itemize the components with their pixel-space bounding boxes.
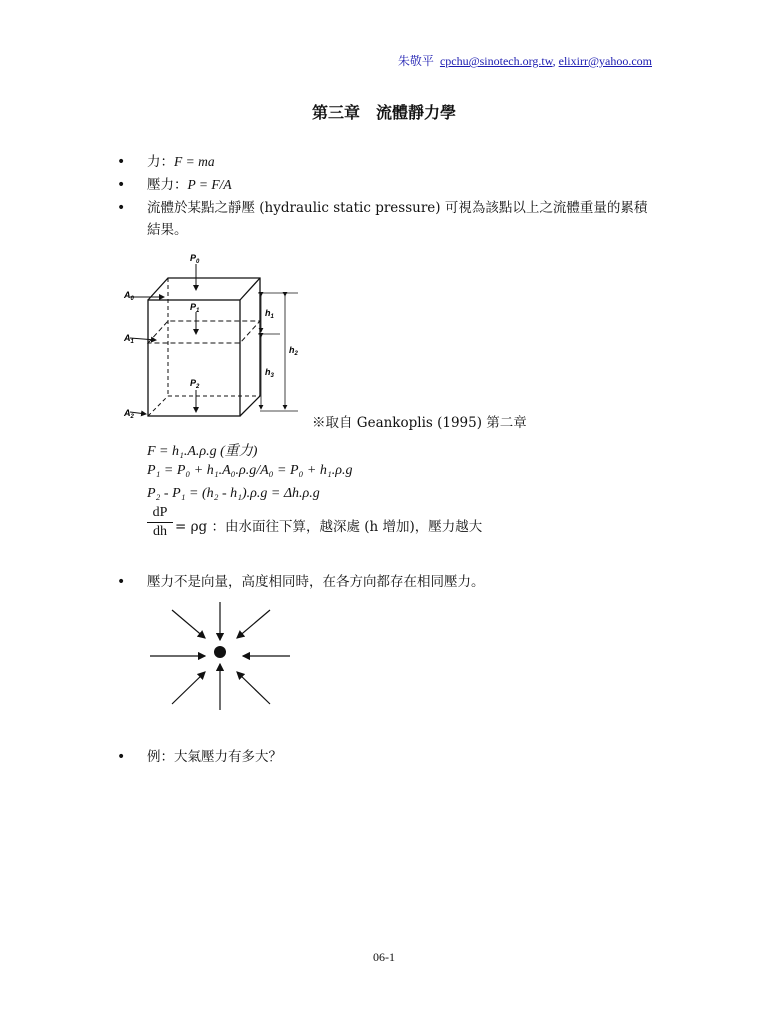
label-h3: $h_3$: [265, 367, 274, 379]
page-number: 06-1: [373, 950, 395, 964]
bullet-pressure-prefix: 壓力：: [147, 177, 188, 193]
point-dot: [214, 646, 226, 658]
bullet-marker: •: [117, 749, 126, 765]
email-link-yahoo[interactable]: elixirr@yahoo.com: [558, 54, 652, 68]
derivative-explanation: = ρg ：由水面往下算，越深處 (h 增加)，壓力越大: [175, 519, 483, 535]
bullet-static-pressure: 流體於某點之靜壓 (hydraulic static pressure) 可視為該點以上之流體重量的累積結果。: [147, 200, 648, 238]
arrow-from-top-right: [237, 610, 270, 638]
tank-front-face: [148, 300, 240, 416]
fraction-bar: [147, 522, 173, 523]
tank-top-edge: [240, 278, 260, 300]
bullet-marker: •: [117, 574, 126, 590]
bullet-marker: •: [117, 177, 126, 193]
equation-p1: P₁ = P₀ + h₁.A₀.ρ.g/A₀ = P₀ + h₁.ρ.g: [147, 463, 353, 478]
bullet-pressure-not-vector: 壓力不是向量，高度相同時，在各方向都存在相同壓力。: [147, 574, 485, 590]
bullet-pressure-formula: P = F/A: [187, 177, 232, 192]
bullet-pressure: [147, 174, 232, 196]
label-h1: $h_1$: [265, 308, 274, 320]
tank-diagram: [110, 250, 310, 430]
equation-p2-minus-p1: P₂ - P₁ = (h₂ - h₁).ρ.g = Δh.ρ.g: [147, 486, 320, 501]
label-h2: $h_2$: [289, 345, 298, 357]
label-a0: $A_0$: [124, 290, 134, 302]
chapter-title: 第三章 流體靜力學: [311, 103, 456, 122]
section-plane-a1: [148, 321, 260, 343]
bullet-force: [147, 151, 215, 173]
label-a1: $A_1$: [124, 333, 134, 345]
label-p0: $P_0$: [190, 253, 200, 265]
fraction-numerator: dP: [152, 505, 168, 520]
arrow-from-bottom-right: [237, 672, 270, 704]
equation-force: F = h₁.A.ρ.g (重力): [147, 444, 258, 459]
label-p1: $P_1$: [190, 302, 200, 314]
bullet-marker: •: [117, 154, 126, 170]
bullet-marker: •: [117, 200, 126, 216]
email-separator: ,: [552, 54, 559, 68]
derivative-fraction: [147, 505, 173, 540]
bullet-example: 例：大氣壓力有多大？: [147, 749, 282, 765]
tank-hidden-corner: [148, 396, 168, 416]
author-name: 朱敬平: [397, 54, 434, 68]
email-link-sinotech[interactable]: cpchu@sinotech.org.tw: [439, 54, 553, 68]
arrow-from-top-left: [172, 610, 205, 638]
fraction-denominator: dh: [153, 524, 167, 539]
label-p2: $P_2$: [190, 378, 200, 390]
figure-caption: ※取自 Geankoplis (1995) 第二章: [312, 415, 527, 431]
page-header: [0, 52, 652, 69]
pressure-directions-diagram: [145, 602, 295, 712]
bullet-force-formula: F = ma: [174, 154, 215, 169]
label-a2: $A_2$: [124, 408, 134, 420]
tank-back-edges: [148, 278, 260, 416]
arrow-from-bottom-left: [172, 672, 205, 704]
arrow-a1: [130, 338, 156, 340]
bullet-force-prefix: 力：: [147, 154, 174, 170]
